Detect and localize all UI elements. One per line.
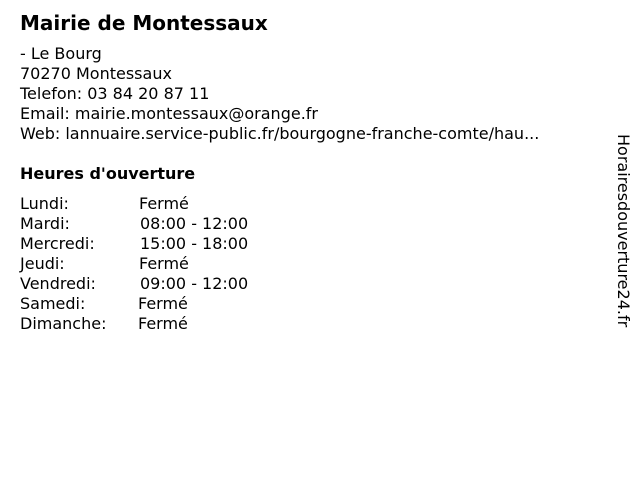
hours-heading: Heures d'ouverture	[20, 164, 196, 183]
time-value: Fermé	[138, 294, 188, 313]
address-block	[20, 44, 539, 144]
time-value: 09:00 - 12:00	[140, 274, 249, 293]
site-watermark: Horairesdouverture24.fr	[614, 134, 633, 328]
day-label: Lundi:	[20, 194, 69, 213]
day-label: Jeudi:	[20, 254, 65, 273]
web-line: Web: lannuaire.service-public.fr/bourgogne-franche-comte/hau...	[20, 124, 540, 143]
day-label: Mardi:	[20, 214, 70, 233]
city-line: 70270 Montessaux	[20, 64, 172, 83]
day-label: Vendredi:	[20, 274, 96, 293]
time-value: Fermé	[138, 314, 188, 333]
day-label: Dimanche:	[20, 314, 107, 333]
street-line: - Le Bourg	[20, 44, 102, 63]
time-value: Fermé	[139, 194, 189, 213]
email-line: Email: mairie.montessaux@orange.fr	[20, 104, 318, 123]
page-title: Mairie de Montessaux	[20, 11, 268, 35]
day-label: Mercredi:	[20, 234, 95, 253]
time-value: 08:00 - 12:00	[140, 214, 249, 233]
day-label: Samedi:	[20, 294, 86, 313]
phone-line: Telefon: 03 84 20 87 11	[20, 84, 210, 103]
time-value: Fermé	[139, 254, 189, 273]
time-value: 15:00 - 18:00	[140, 234, 249, 253]
